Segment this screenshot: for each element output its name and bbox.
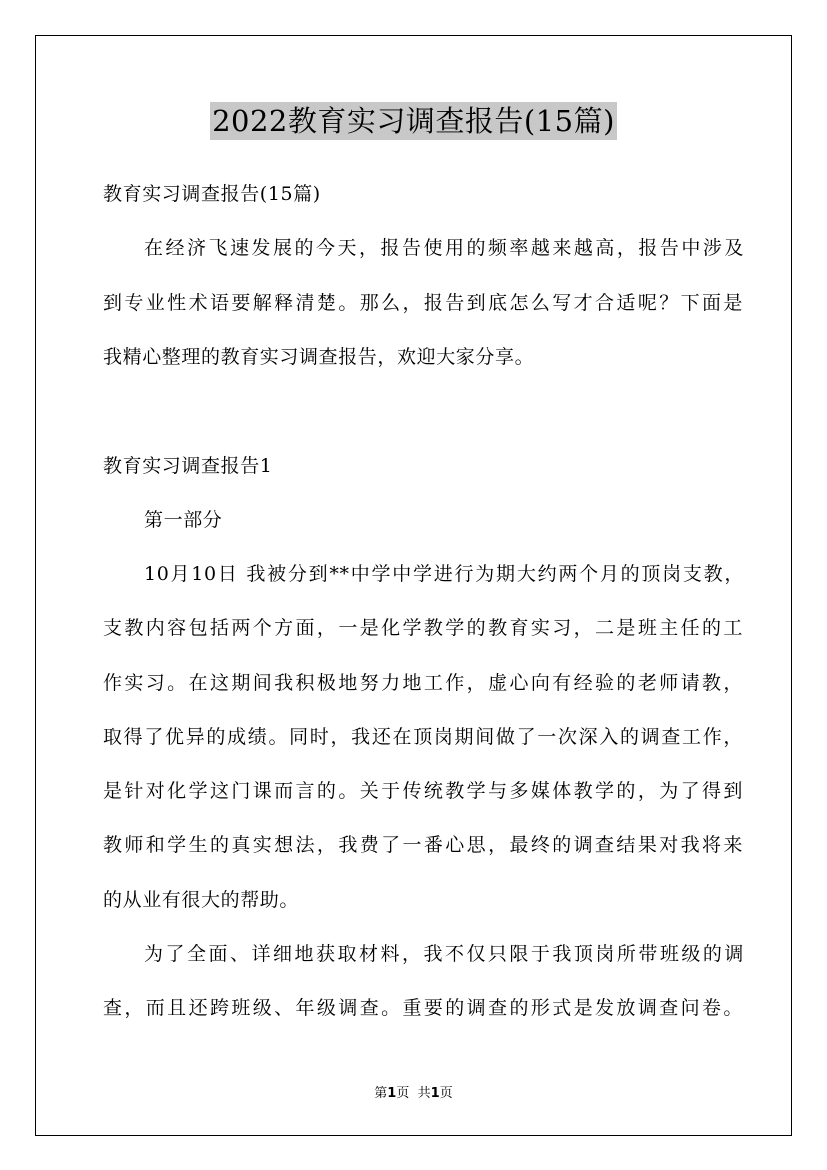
footer-page-current: 1	[387, 1086, 397, 1101]
paragraph1-line-5: 是针对化学这门课而言的。关于传统教学与多媒体教学的，为了得到	[103, 780, 743, 802]
paragraph1-line-1: 10月10日 我被分到**中学中学进行为期大约两个月的顶岗支教，	[144, 563, 744, 585]
intro-line-3: 我精心整理的教育实习调查报告，欢迎大家分享。	[103, 346, 535, 368]
page-footer	[0, 1086, 827, 1102]
document-subtitle: 教育实习调查报告(15篇)	[103, 183, 321, 205]
document-title: 2022教育实习调查报告(15篇)	[212, 104, 615, 138]
paragraph2-line-2: 查，而且还跨班级、年级调查。重要的调查的形式是发放调查问卷。	[103, 997, 743, 1019]
paragraph1-line-7: 的从业有很大的帮助。	[103, 889, 300, 911]
intro-line-2: 到专业性术语要解释清楚。那么，报告到底怎么写才合适呢？下面是	[103, 292, 743, 314]
footer-page-total: 1	[430, 1086, 440, 1101]
paragraph1-line-6: 教师和学生的真实想法，我费了一番心思，最终的调查结果对我将来	[103, 834, 743, 856]
paragraph2-line-1: 为了全面、详细地获取材料，我不仅只限于我顶岗所带班级的调	[144, 943, 744, 965]
intro-line-1: 在经济飞速发展的今天，报告使用的频率越来越高，报告中涉及	[144, 237, 744, 259]
footer-page-suffix: 页	[396, 1086, 410, 1101]
paragraph1-line-2: 支教内容包括两个方面，一是化学教学的教育实习，二是班主任的工	[103, 617, 743, 639]
part-heading: 第一部分	[144, 509, 223, 531]
paragraph1-line-4: 取得了优异的成绩。同时，我还在顶岗期间做了一次深入的调查工作，	[103, 726, 743, 748]
paragraph1-line-3: 作实习。在这期间我积极地努力地工作，虚心向有经验的老师请教，	[103, 672, 743, 694]
title-container	[0, 102, 827, 140]
section-heading: 教育实习调查报告1	[103, 455, 273, 477]
footer-total-suffix: 页	[439, 1086, 453, 1101]
footer-total-prefix: 共	[417, 1086, 431, 1101]
footer-page-prefix: 第	[374, 1086, 388, 1101]
